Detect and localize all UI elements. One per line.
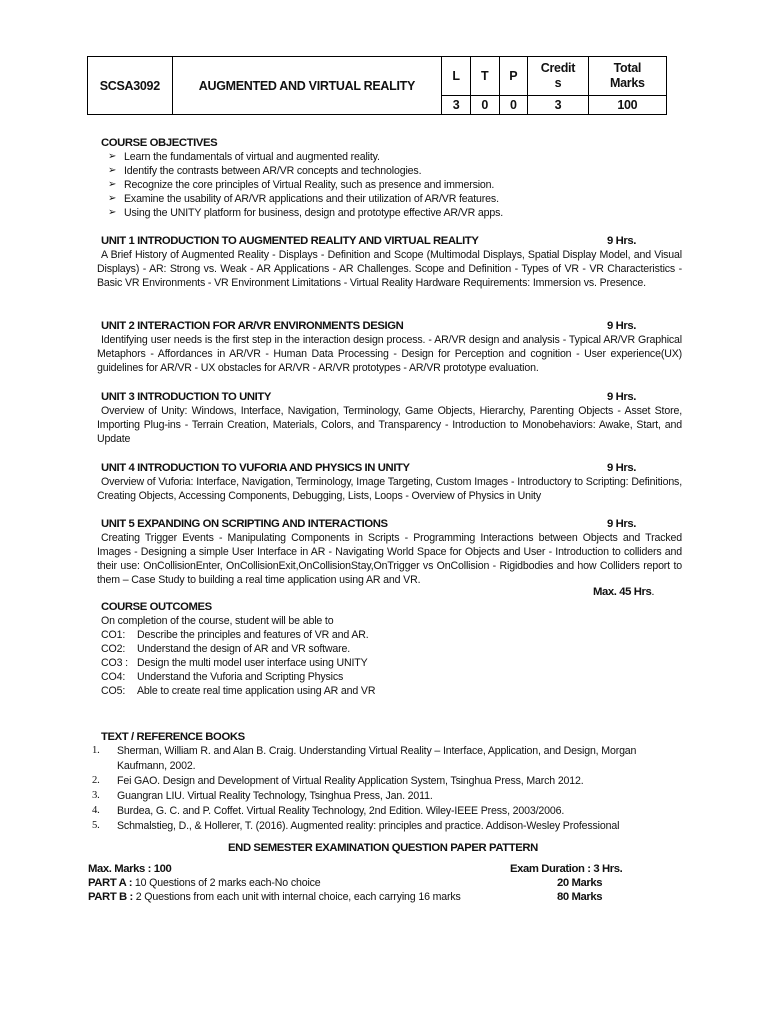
col-p-header: P <box>499 57 528 96</box>
outcomes-intro: On completion of the course, student will be able to <box>101 615 334 627</box>
unit-hours: 9 Hrs. <box>607 518 636 530</box>
arrow-bullet-icon: ➢ <box>108 207 117 218</box>
unit-hours: 9 Hrs. <box>607 391 636 403</box>
unit-body: A Brief History of Augmented Reality - Displays - Definition and Scope (Multimodal Displays, Spatial Display Model, and Visual Displays) - AR: Strong vs. Weak - AR Applications - AR Challenges. Scope and Definition - Types of VR - VR Characteristics - Basic VR Environments - VR Environment Limitations - Virtual Reality Hardware Requirements: Immersion vs. Presence. <box>97 249 682 289</box>
unit-heading: UNIT 1 INTRODUCTION TO AUGMENTED REALITY AND VIRTUAL REALITY <box>101 235 479 247</box>
part-b-row <box>88 890 678 904</box>
arrow-bullet-icon: ➢ <box>108 193 117 204</box>
val-t: 0 <box>470 96 499 115</box>
books-list <box>89 744 679 834</box>
val-credits: 3 <box>528 96 589 115</box>
list-item: 1. Sherman, William R. and Alan B. Craig. Understanding Virtual Reality – Interface, Application, and Design, Morgan Kaufmann, 2002. <box>92 745 637 772</box>
course-header-table <box>87 56 667 115</box>
list-item: 3. Guangran LIU. Virtual Reality Technology, Tsinghua Press, Jan. 2011. <box>92 790 433 802</box>
course-outcomes-heading: COURSE OUTCOMES <box>101 601 212 613</box>
part-b-label: PART B : <box>88 891 133 903</box>
max-hours: Max. 45 Hrs. <box>593 586 655 598</box>
val-total-marks: 100 <box>588 96 666 115</box>
list-item: ➢ Learn the fundamentals of virtual and augmented reality. <box>108 151 380 163</box>
part-a-row <box>88 876 678 890</box>
part-b-marks: 80 Marks <box>557 891 603 903</box>
arrow-bullet-icon: ➢ <box>108 165 117 176</box>
max-marks: Max. Marks : 100 <box>88 863 172 875</box>
unit-body: Overview of Vuforia: Interface, Navigation, Terminology, Image Targeting, Custom Images - Introductory to Scripting: Definitions, Creating Objects, Accessing Components, Debugging, Lists, Loops - Overview of Physics in Unity <box>97 476 682 502</box>
course-outcomes-section <box>101 600 661 698</box>
unit-hours: 9 Hrs. <box>607 462 636 474</box>
list-item: ➢ Recognize the core principles of Virtual Reality, such as presence and immersion. <box>108 179 495 191</box>
col-total-marks-header: Total Marks <box>588 57 666 96</box>
course-title: AUGMENTED AND VIRTUAL REALITY <box>172 57 442 115</box>
unit-5-section <box>97 517 682 587</box>
unit-body: Creating Trigger Events - Manipulating Components in Scripts - Programming Interactions between Objects and Tracked Images - Designing a simple User Interface in AR - Navigating World Space for Objects and User - Introduction to colliders and their use: OnCollisionEnter, OnCollisionExit,OnCollisionStay,OnTrigger vs OnCollision - Rigidbodies and how Colliders report to them – Case Study to building a real time application using AR and VR. <box>97 532 682 586</box>
reference-books-heading: TEXT / REFERENCE BOOKS <box>101 731 245 743</box>
unit-heading: UNIT 4 INTRODUCTION TO VUFORIA AND PHYSICS IN UNITY <box>101 462 410 474</box>
unit-3-section <box>97 390 682 446</box>
unit-heading: UNIT 5 EXPANDING ON SCRIPTING AND INTERACTIONS <box>101 518 388 530</box>
unit-heading: UNIT 3 INTRODUCTION TO UNITY <box>101 391 271 403</box>
val-l: 3 <box>442 96 471 115</box>
part-a-text: 10 Questions of 2 marks each-No choice <box>134 877 321 889</box>
list-item: ➢ Examine the usability of AR/VR applications and their utilization of AR/VR features. <box>108 193 499 205</box>
exam-marks-row <box>88 862 678 876</box>
unit-heading: UNIT 2 INTERACTION FOR AR/VR ENVIRONMENTS DESIGN <box>101 320 404 332</box>
val-p: 0 <box>499 96 528 115</box>
list-item: 5. Schmalstieg, D., & Hollerer, T. (2016). Augmented reality: principles and practice. Addison-Wesley Professional <box>92 820 620 832</box>
exam-duration: Exam Duration : 3 Hrs. <box>510 863 623 875</box>
list-item: CO3 : Design the multi model user interface using UNITY <box>101 657 368 669</box>
unit-1-section <box>97 234 682 290</box>
col-l-header: L <box>442 57 471 96</box>
list-item: 4. Burdea, G. C. and P. Coffet. Virtual Reality Technology, 2nd Edition. Wiley-IEEE Press, 2003/2006. <box>92 805 565 817</box>
arrow-bullet-icon: ➢ <box>108 179 117 190</box>
col-credits-header: Credit s <box>528 57 589 96</box>
list-item: 2. Fei GAO. Design and Development of Virtual Reality Application System, Tsinghua Press, March 2012. <box>92 775 584 787</box>
course-objectives-section <box>101 136 661 220</box>
list-item: CO5: Able to create real time application using AR and VR <box>101 685 376 697</box>
unit-body: Identifying user needs is the first step in the interaction design process. - AR/VR design and analysis - Typical AR/VR Graphical Metaphors - Affordances in AR/VR - Human Data Processing - Design for Perception and cognition - User experience(UX) guidelines for AR/VR - UX obstacles for AR/VR - AR/VR prototypes - AR/VR prototype evaluation. <box>97 334 682 374</box>
list-item: ➢ Using the UNITY platform for business, design and prototype effective AR/VR apps. <box>108 207 504 219</box>
reference-books-section <box>89 730 679 834</box>
list-item: CO2: Understand the design of AR and VR software. <box>101 643 351 655</box>
course-objectives-heading: COURSE OBJECTIVES <box>101 137 218 149</box>
course-code: SCSA3092 <box>88 57 173 115</box>
col-t-header: T <box>470 57 499 96</box>
list-item: ➢ Identify the contrasts between AR/VR concepts and technologies. <box>108 165 422 177</box>
unit-body: Overview of Unity: Windows, Interface, Navigation, Terminology, Game Objects, Hierarchy, Parenting Objects - Asset Store, Importing Plug-ins - Terrain Creation, Materials, Colors, and Transparency - Introduction to Monobehaviors: Awake, Start, and Update <box>97 405 682 445</box>
unit-hours: 9 Hrs. <box>607 235 636 247</box>
part-a-marks: 20 Marks <box>557 877 603 889</box>
arrow-bullet-icon: ➢ <box>108 151 117 162</box>
part-a-label: PART A : <box>88 877 133 889</box>
list-item: CO1: Describe the principles and features of VR and AR. <box>101 629 369 641</box>
list-item: CO4: Understand the Vuforia and Scripting Physics <box>101 671 344 683</box>
unit-4-section <box>97 461 682 503</box>
objectives-list <box>101 150 661 220</box>
part-b-text: 2 Questions from each unit with internal choice, each carrying 16 marks <box>135 891 461 903</box>
exam-pattern-section <box>88 841 678 904</box>
unit-hours: 9 Hrs. <box>607 320 636 332</box>
exam-pattern-heading: END SEMESTER EXAMINATION QUESTION PAPER PATTERN <box>228 842 538 854</box>
unit-2-section <box>97 319 682 375</box>
